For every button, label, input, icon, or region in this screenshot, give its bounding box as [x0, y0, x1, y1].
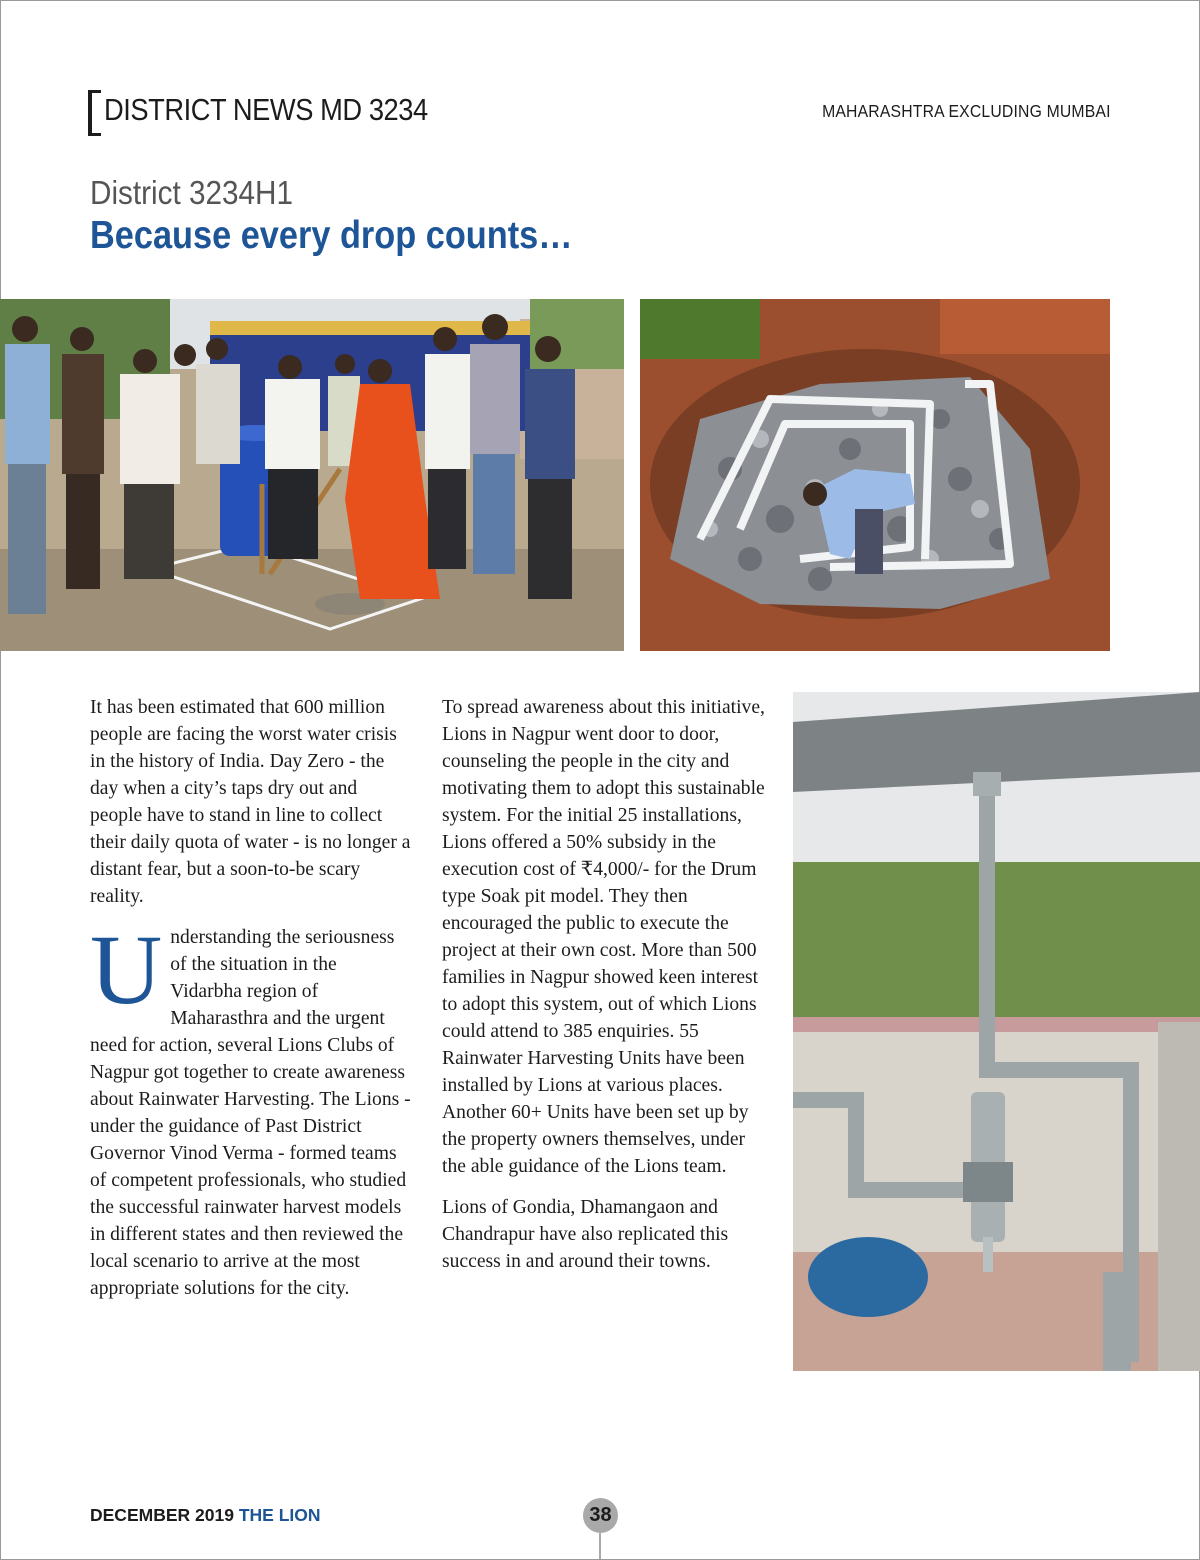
page-number: 38	[583, 1498, 618, 1533]
section-bracket	[88, 90, 101, 136]
article-headline: Because every drop counts…	[90, 214, 573, 257]
article-paragraph-text: nderstanding the seriousness of the situation in the Vidarbha region of Maharasthra and the urgent need for action, several Lions Clubs of Nagpur got together to create awareness about Rainwater Harvesting. The Lions - under the guidance of Past District Governor Vinod Verma - formed teams of competent professionals, who studied the successful rainwater harvest models in different states and then reviewed the local scenario to arrive at the most appropriate solutions for the city.	[90, 927, 411, 1299]
article-column-left	[90, 694, 412, 1316]
photo-soak-pit	[640, 299, 1110, 651]
footer-magazine: THE LION	[238, 1505, 321, 1525]
article-column-middle	[442, 694, 767, 1289]
region-label: MAHARASHTRA EXCLUDING MUMBAI	[822, 101, 1111, 121]
drop-cap: U	[90, 914, 163, 1025]
section-title: DISTRICT NEWS MD 3234	[104, 92, 428, 127]
article-paragraph: To spread awareness about this initiative, Lions in Nagpur went door to door, counseling the people in the city and motivating them to adopt this sustainable system. For the initial 25 installations, Lions offered a 50% subsidy in the execution cost of ₹4,000/- for the Drum type Soak pit model. They then encouraged the public to execute the project at their own cost. More than 500 families in Nagpur showed keen interest to adopt this system, out of which Lions could attend to 385 enquiries. 55 Rainwater Harvesting Units have been installed by Lions at various places. Another 60+ Units have been set up by the property owners themselves, under the able guidance of the Lions team.	[442, 697, 765, 1177]
footer-issue	[90, 1505, 321, 1526]
footer-month: DECEMBER 2019	[90, 1505, 234, 1525]
article-paragraph: It has been estimated that 600 million people are facing the worst water crisis in the history of India. Day Zero - the day when a city’s taps dry out and people have to stand in line to collect their daily quota of water - is no longer a distant fear, but a soon-to-be scary reality.	[90, 697, 411, 907]
article-paragraph-dropcap	[90, 914, 412, 1302]
photo-group-ceremony	[0, 299, 624, 651]
page-number-rule	[599, 1533, 601, 1559]
photo-rainwater-pipes	[793, 692, 1200, 1371]
article-paragraph: Lions of Gondia, Dhamangaon and Chandrapur have also replicated this success in and around their towns.	[442, 1197, 729, 1272]
district-subtitle: District 3234H1	[90, 174, 294, 211]
